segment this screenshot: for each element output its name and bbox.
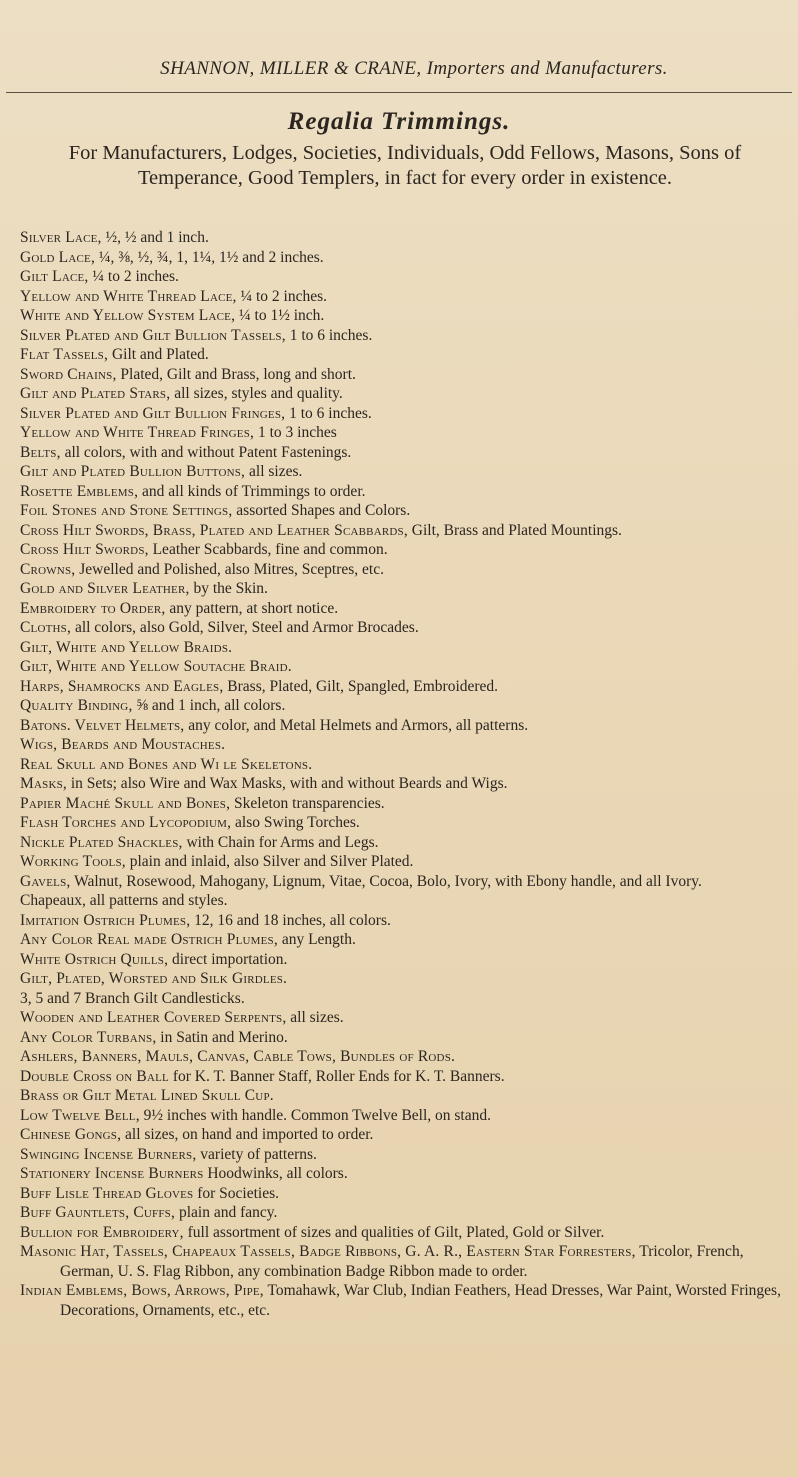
item-description: Hoodwinks, all colors.: [203, 1165, 348, 1182]
item-description: Gilt, Brass and Plated Mountings.: [407, 521, 622, 539]
item-heading: Gilt, White and Yellow Braids.: [20, 638, 233, 656]
list-item: [20, 345, 794, 365]
item-heading: Wigs, Beards and Moustaches.: [20, 736, 226, 753]
list-item: [20, 521, 794, 541]
list-item: [20, 872, 794, 892]
item-heading: Masks,: [20, 775, 67, 792]
list-item: [20, 1106, 794, 1126]
item-heading: Imitation Ostrich Plumes,: [20, 911, 191, 929]
item-heading: Rosette Emblems,: [20, 482, 139, 500]
list-item: [20, 540, 794, 560]
intro-paragraph: For Manufacturers, Lodges, Societies, Individuals, Odd Fellows, Masons, Sons of Temperance, Good Templers, in fact for every order in existence.: [68, 142, 742, 189]
list-item: [20, 1047, 794, 1067]
item-heading: Harps, Shamrocks and Eagles,: [20, 677, 224, 695]
item-heading: Quality Binding,: [20, 697, 133, 714]
item-heading: Brass or Gilt Metal Lined Skull Cup.: [20, 1087, 274, 1104]
list-item: [20, 267, 794, 287]
item-heading: Gavels,: [20, 872, 71, 890]
item-heading: Gold and Silver Leather,: [20, 580, 190, 597]
item-heading: Cloths,: [20, 619, 72, 636]
list-item: [20, 1164, 794, 1184]
item-heading: Flat Tassels,: [20, 346, 109, 363]
item-description: ¼ to 2 inches.: [88, 268, 179, 285]
item-heading: Belts,: [20, 443, 61, 461]
item-heading: Swinging Incense Burners,: [20, 1145, 197, 1163]
item-description: assorted Shapes and Colors.: [232, 502, 411, 519]
item-description: for Societies.: [193, 1184, 280, 1202]
item-description: 3, 5 and 7 Branch Gilt Candlesticks.: [20, 989, 245, 1007]
trimmings-list: [20, 228, 794, 1320]
item-heading: Sword Chains,: [20, 365, 117, 383]
item-heading: Gilt, Plated, Worsted and Silk Girdles.: [20, 970, 288, 987]
item-description: Tricolor, French, German, U. S. Flag Ribbon, any combination Badge Ribbon made to order.: [60, 1243, 744, 1280]
item-heading: Cross Hilt Swords,: [20, 541, 149, 558]
list-item: [20, 579, 794, 599]
item-heading: Chinese Gongs,: [20, 1126, 122, 1143]
list-item: [20, 1242, 794, 1281]
item-heading: Silver Plated and Gilt Bullion Tassels,: [20, 326, 286, 344]
list-item: [20, 306, 794, 326]
list-item: [20, 813, 794, 833]
item-heading: Cross Hilt Swords, Brass, Plated and Leather Scabbards,: [20, 521, 408, 539]
item-heading: Crowns,: [20, 560, 76, 578]
list-item: [20, 384, 794, 404]
list-item: [20, 852, 794, 872]
list-item: [20, 657, 794, 677]
list-item: [20, 833, 794, 853]
item-heading: Gilt, White and Yellow Soutache Braid.: [20, 658, 292, 675]
list-item: [20, 462, 794, 482]
item-heading: Any Color Turbans,: [20, 1028, 157, 1046]
item-description: 1 to 6 inches.: [285, 326, 373, 344]
list-item: [20, 696, 794, 716]
item-heading: White Ostrich Quills,: [20, 950, 169, 968]
item-description: with Chain for Arms and Legs.: [182, 833, 379, 851]
item-heading: Wooden and Leather Covered Serpents,: [20, 1009, 287, 1026]
item-heading: Silver Plated and Gilt Bullion Fringes,: [20, 404, 286, 422]
item-description: all sizes.: [286, 1009, 344, 1026]
list-item: [20, 891, 794, 911]
item-heading: Papier Maché Skull and Bones,: [20, 794, 231, 812]
item-heading: Indian Emblems, Bows, Arrows, Pipe,: [20, 1282, 264, 1299]
list-item: [20, 1008, 794, 1028]
item-heading: Gold Lace,: [20, 248, 96, 266]
list-item: [20, 599, 794, 619]
item-heading: Any Color Real made Ostrich Plumes,: [20, 931, 278, 948]
item-description: any color, and Metal Helmets and Armors, all patterns.: [184, 716, 529, 734]
item-heading: Silver Lace,: [20, 229, 102, 246]
item-description: Jewelled and Polished, also Mitres, Sceptres, etc.: [75, 560, 384, 578]
list-item: [20, 1145, 794, 1165]
item-heading: Gilt and Plated Bullion Buttons,: [20, 463, 246, 480]
list-item: [20, 365, 794, 385]
item-description: all sizes, styles and quality.: [170, 385, 343, 402]
item-heading: Low Twelve Bell,: [20, 1106, 140, 1124]
list-item: [20, 1184, 794, 1204]
list-item: [20, 1067, 794, 1087]
item-description: ½, ½ and 1 inch.: [101, 229, 209, 246]
item-heading: Batons. Velvet Helmets,: [20, 716, 185, 734]
item-description: plain and fancy.: [175, 1204, 278, 1221]
list-item: [20, 248, 794, 268]
item-heading: Yellow and White Thread Fringes,: [20, 424, 255, 441]
item-heading: Masonic Hat, Tassels, Chapeaux Tassels, Badge Ribbons, G. A. R., Eastern Star Forresters,: [20, 1243, 636, 1260]
item-description: 1 to 3 inches: [254, 424, 337, 441]
item-description: 12, 16 and 18 inches, all colors.: [190, 911, 391, 929]
item-description: and all kinds of Trimmings to order.: [138, 482, 366, 500]
item-heading: Gilt and Plated Stars,: [20, 385, 171, 402]
item-description: any pattern, at short notice.: [165, 599, 339, 617]
item-description: all colors, also Gold, Silver, Steel and Armor Brocades.: [71, 619, 419, 636]
list-item: [20, 501, 794, 521]
list-item: [20, 423, 794, 443]
item-description: by the Skin.: [189, 580, 268, 597]
item-description: for K. T. Banner Staff, Roller Ends for K. T. Banners.: [168, 1067, 505, 1085]
item-description: 1 to 6 inches.: [285, 404, 372, 422]
item-description: direct importation.: [168, 950, 288, 968]
item-description: in Satin and Merino.: [156, 1028, 288, 1046]
list-item: [20, 1281, 794, 1320]
running-head: SHANNON, MILLER & CRANE, Importers and Manufacturers.: [160, 58, 668, 79]
item-description: ⅝ and 1 inch, all colors.: [132, 697, 286, 714]
list-item: [20, 755, 794, 775]
section-title: Regalia Trimmings.: [287, 108, 511, 135]
item-heading: Bullion for Embroidery,: [20, 1223, 184, 1241]
list-item: [20, 735, 794, 755]
list-item: [20, 774, 794, 794]
item-description: also Swing Torches.: [231, 814, 360, 831]
item-heading: Yellow and White Thread Lace,: [20, 287, 237, 305]
list-item: [20, 950, 794, 970]
item-description: Brass, Plated, Gilt, Spangled, Embroidered.: [223, 677, 499, 695]
list-item: [20, 1125, 794, 1145]
item-heading: Gilt Lace,: [20, 268, 89, 285]
list-item: [20, 443, 794, 463]
item-heading: Buff Lisle Thread Gloves: [20, 1184, 194, 1202]
list-item: [20, 618, 794, 638]
list-item: [20, 794, 794, 814]
list-item: [20, 1203, 794, 1223]
item-description: Gilt and Plated.: [108, 346, 209, 363]
list-item: [20, 287, 794, 307]
list-item: [20, 716, 794, 736]
item-description: all colors, with and without Patent Fastenings.: [60, 443, 352, 461]
item-heading: Ashlers, Banners, Mauls, Canvas, Cable Tows, Bundles of Rods.: [20, 1048, 456, 1065]
list-item: [20, 930, 794, 950]
item-heading: Buff Gauntlets, Cuffs,: [20, 1204, 176, 1221]
item-description: Leather Scabbards, fine and common.: [148, 541, 388, 558]
list-item: [20, 1028, 794, 1048]
item-description: Tomahawk, War Club, Indian Feathers, Head Dresses, War Paint, Worsted Fringes, Decorations, Ornaments, etc., etc.: [60, 1282, 781, 1319]
list-item: [20, 1086, 794, 1106]
item-heading: Real Skull and Bones and Wi le Skeletons.: [20, 755, 313, 773]
list-item: [20, 677, 794, 697]
item-heading: Nickle Plated Shackles,: [20, 833, 183, 851]
item-description: Chapeaux, all patterns and styles.: [20, 892, 228, 909]
item-description: ¼, ⅜, ½, ¾, 1, 1¼, 1½ and 2 inches.: [95, 248, 324, 266]
item-heading: Working Tools,: [20, 853, 126, 870]
list-item: [20, 482, 794, 502]
list-item: [20, 1223, 794, 1243]
item-heading: Double Cross on Ball: [20, 1067, 169, 1085]
list-item: [20, 911, 794, 931]
item-description: all sizes, on hand and imported to order.: [121, 1126, 374, 1143]
header-rule: [6, 92, 792, 93]
item-description: Skeleton transparencies.: [230, 794, 385, 812]
list-item: [20, 969, 794, 989]
item-description: all sizes.: [245, 463, 303, 480]
item-heading: Stationery Incense Burners: [20, 1165, 204, 1182]
item-description: in Sets; also Wire and Wax Masks, with and without Beards and Wigs.: [66, 775, 508, 792]
item-description: ¼ to 2 inches.: [236, 287, 328, 305]
list-item: [20, 404, 794, 424]
item-description: plain and inlaid, also Silver and Silver Plated.: [125, 853, 414, 870]
list-item: [20, 638, 794, 658]
item-description: variety of patterns.: [196, 1145, 317, 1163]
list-item: [20, 560, 794, 580]
item-description: ¼ to 1½ inch.: [235, 307, 325, 324]
item-description: Walnut, Rosewood, Mahogany, Lignum, Vitae, Cocoa, Bolo, Ivory, with Ebony handle, and all Ivory.: [70, 872, 702, 890]
list-item: [20, 989, 794, 1009]
item-description: any Length.: [277, 931, 356, 948]
item-description: full assortment of sizes and qualities of Gilt, Plated, Gold or Silver.: [183, 1223, 605, 1241]
item-heading: Flash Torches and Lycopodium,: [20, 814, 232, 831]
item-heading: Foil Stones and Stone Settings,: [20, 502, 233, 519]
list-item: [20, 228, 794, 248]
list-item: [20, 326, 794, 346]
item-description: 9½ inches with handle. Common Twelve Bell, on stand.: [139, 1106, 491, 1124]
item-heading: White and Yellow System Lace,: [20, 307, 236, 324]
item-description: Plated, Gilt and Brass, long and short.: [116, 365, 356, 383]
item-heading: Embroidery to Order,: [20, 599, 166, 617]
